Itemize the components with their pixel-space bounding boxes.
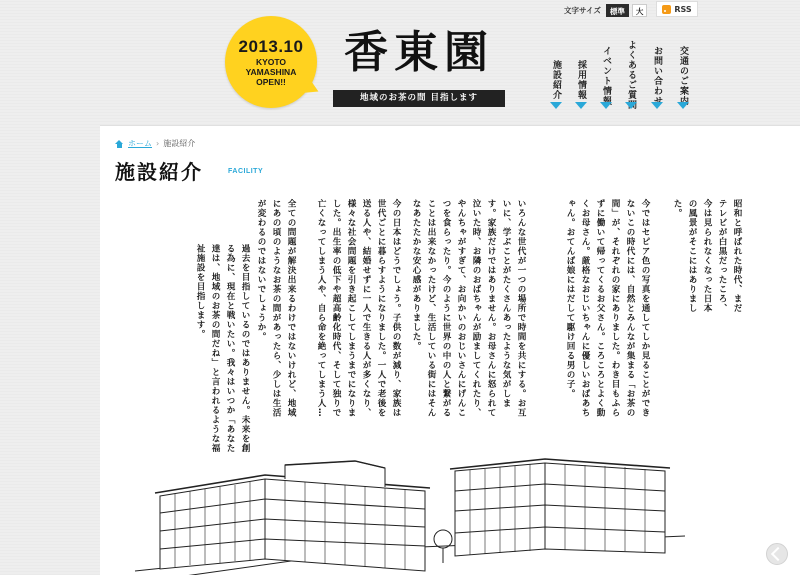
badge-line1: KYOTO — [255, 57, 287, 67]
nav-events-label: イベント情報 — [601, 46, 611, 106]
rss-icon — [662, 5, 671, 14]
badge-date: 2013.10 — [238, 37, 304, 56]
breadcrumb-home-link[interactable]: ホーム — [128, 139, 152, 148]
nav-facility-label: 施設紹介 — [551, 60, 561, 100]
paragraph-2: 今ではセピア色の写真を通してしか見ることができないこの時代には、自然とみんなが集まる「お茶の間」が、それぞれの家にありました。わき目もふらずに働いて帰ってくるお父さん。ころころとよく動くお母さん。厳格なおじいちゃんに優しいおばあちゃん。おてんば娘にはだして駆け回る男の子。 — [565, 199, 650, 418]
chevron-down-icon — [625, 102, 637, 110]
chevron-down-icon — [677, 102, 689, 110]
breadcrumb-current: 施設紹介 — [163, 139, 196, 148]
font-size-large-button[interactable]: 大 — [632, 4, 648, 17]
rss-label: RSS — [674, 4, 692, 14]
nav-recruit-label: 採用情報 — [576, 60, 586, 100]
main-content — [100, 125, 800, 575]
font-size-switcher — [564, 3, 647, 17]
nav-access[interactable] — [676, 46, 690, 110]
nav-contact-label: お問い合わせ — [652, 46, 662, 106]
chevron-down-icon — [550, 102, 562, 110]
breadcrumb-separator: › — [156, 139, 160, 148]
chevron-down-icon — [575, 102, 587, 110]
badge-line3: OPEN!! — [256, 77, 286, 87]
facility-illustration — [125, 441, 685, 575]
page-title-en: FACILITY — [228, 168, 264, 175]
paragraph-6: 過去を目指しているのではありません。未来を創る為に、現在と戦いたい。我々はいつか「あなた達は、地域のお茶の間だね」と言われるような福祉施設を目指します。 — [195, 244, 250, 453]
site-logo[interactable]: 香東園 — [344, 27, 494, 78]
page-top-button[interactable] — [766, 543, 788, 565]
open-badge — [225, 16, 317, 108]
nav-access-label: 交通のご案内 — [678, 46, 688, 106]
breadcrumb — [115, 138, 195, 149]
rss-link[interactable] — [656, 1, 698, 17]
badge-line2: YAMASHINA — [245, 67, 297, 77]
nav-faq-label: よくあるご質問 — [626, 40, 636, 110]
nav-events[interactable] — [599, 46, 613, 110]
page-title: 施設紹介 — [115, 160, 203, 184]
chevron-down-icon — [651, 102, 663, 110]
paragraph-4: 今の日本はどうでしょう。子供の数が減り、家族は世代ごとに暮らすようになりました。一人で老後を送る人や、結婚せずに一人で生きる人が多くなり、様々な社会問題を引き起こしてしまうまでになりました。出生率の低下や超高齢化時代、そして独りで亡くなってしまう人や、自ら命を絶ってしまう人… — [316, 199, 401, 418]
chevron-down-icon — [600, 102, 612, 110]
badge-tail — [305, 80, 322, 98]
nav-faq[interactable] — [624, 40, 638, 110]
font-size-label: 文字サイズ — [564, 5, 601, 15]
paragraph-1: 昭和と呼ばれた時代、まだテレビが白黒だったころ、今は見られなくなった日本の風景がそこにはありました。 — [672, 199, 742, 313]
paragraph-5: 全ての問題が解決出来るわけではないけれど、地域にあの頃のようなお茶の間があったら、少しは生活が変わるのではないでしょうか。 — [256, 199, 296, 418]
home-icon — [115, 140, 124, 148]
paragraph-3: いろんな世代が一つの場所で時間を共にする。お互いに、学ぶことがたくさんあったような気がします。家族だけではありません。お母さんに怒られて泣いた時、お隣のおばちゃんが励ましてくれたり、やんちゃがすぎて、お向かいのおじいさんにげんこつを食らったり。今のように世界の中の人と繋がることは出来なかったけど、生活している街にはそんなあたたかな安心感がありました。 — [411, 199, 526, 418]
site-tagline: 地域のお茶の間 目指します — [333, 90, 505, 107]
font-size-standard-button[interactable]: 標準 — [606, 4, 629, 17]
nav-contact[interactable] — [650, 46, 664, 110]
